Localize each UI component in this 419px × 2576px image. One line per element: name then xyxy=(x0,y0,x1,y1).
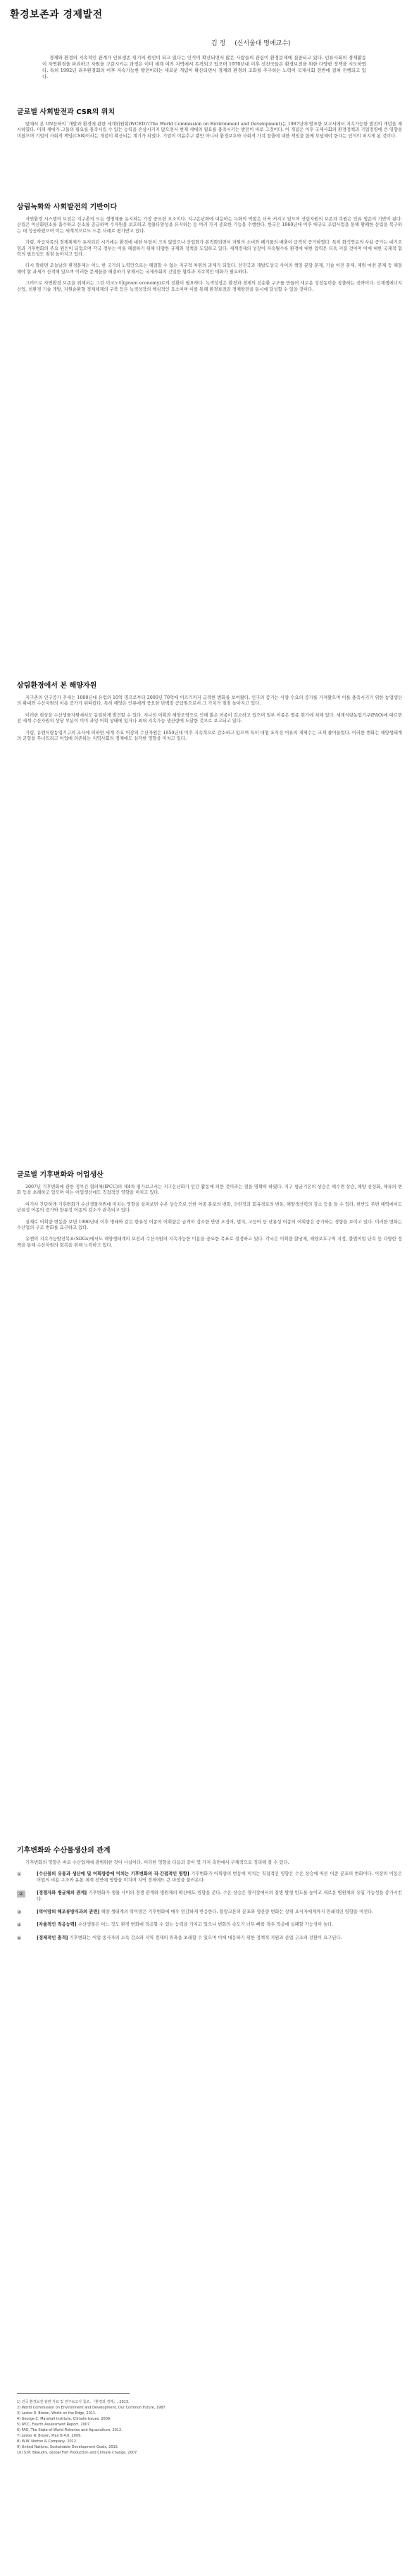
author-affiliation: (신서울대 명예교수) xyxy=(234,40,291,47)
footnote: 10) S.M. Beaudry, Global Fish Production and Climate Change, 2007. xyxy=(17,2451,138,2455)
list-item xyxy=(17,1890,402,1902)
section-csr xyxy=(17,106,402,145)
item-number: ⑤ xyxy=(17,1935,22,1941)
paragraph: 가령, 자급자족의 경제체제가 유지되던 시기에는 환경에 대한 부담이 크지 않았으나 산업화가 본격화되면서 자원의 소비와 폐기물의 배출이 급격히 증가하였다. 특히 화석연료의 사용 증가는 대기오염과 기후변화의 주요 원인이 되었으며 각국 정부는 이를 해결하기 위해 다양한 규제와 정책을 도입하고 있다. 세계경제의 성장이 지속될수록 환경에 대한 압력은 더욱 커질 것이며 이에 대한 국제적 협력의 필요성도 점점 높아지고 있다. xyxy=(17,240,402,258)
item-heading: [경쟁자와 병균체의 관계] xyxy=(37,1890,87,1896)
paragraph: 여기서 간단하게 기후변화가 수산생물자원에 미치는 영향을 살펴보면 수온 상승으로 인한 어종 분포의 변화, 산란장과 회유경로의 변동, 해양생산력의 감소 등을 들 수 있다. 한반도 주변 해역에서도 난류성 어종의 증가와 한류성 어종의 감소가 관측되고 있다. xyxy=(17,1201,402,1213)
footnote: 5) IPCC, Fourth Assessment Report, 2007. xyxy=(17,2423,91,2427)
item-number: ③ xyxy=(17,1909,22,1916)
footnote: 2) World Commission on Environment and Development, Our Common Future, 1987. xyxy=(17,2406,167,2410)
section-marine xyxy=(17,679,402,747)
footnote: 4) George C. Marshall Institute, Climate Issues, 2009. xyxy=(17,2417,111,2421)
document-title: 환경보존과 경제발전 xyxy=(10,9,103,20)
intro-paragraph xyxy=(42,55,366,80)
list-item xyxy=(17,1922,402,1928)
item-body: 기후변화가 어획량의 변동에 미치는 직접적인 영향은 수온 상승에 따른 어종 분포의 변화이다. 어장의 이동은 어업의 비용 구조와 유통 체계 전반에 영향을 미치며 지역 경제에도 큰 파장을 불러온다. xyxy=(37,1871,402,1883)
paragraph: 실제로 어획량 변동을 보면 1990년대 이후 명태와 같은 한류성 어종의 어획량은 급격히 감소한 반면 오징어, 멸치, 고등어 등 난류성 어종의 어획량은 증가하는 경향을 보이고 있다. 이러한 변화는 수산업의 구조 변화를 요구하고 있다. xyxy=(17,1219,402,1231)
paragraph: 가령, 유엔식량농업기구의 조사에 의하면 세계 주요 어장의 수산자원은 1950년대 이후 지속적으로 감소하고 있으며 특히 대형 포식성 어류의 개체수는 크게 줄어들었다. 이러한 변화는 해양생태계의 균형을 무너뜨리고 어업에 의존하는 지역사회의 경제에도 심각한 영향을 미치고 있다. xyxy=(17,730,402,742)
footnote: 8) W.W. Norton & Company, 2012. xyxy=(17,2439,77,2444)
section-title: 기후변화와 수산물생산의 관계 xyxy=(17,1847,111,1855)
footnote: 6) FAO, The State of World Fisheries and Aquaculture, 2012. xyxy=(17,2428,123,2432)
item-body: 수산생물은 어느 정도 환경 변화에 적응할 수 있는 능력을 가지고 있으나 변화의 속도가 너무 빠를 경우 적응에 실패할 가능성이 높다. xyxy=(77,1922,334,1928)
item-heading: [자율적인 적응능력] xyxy=(37,1922,77,1928)
item-heading: [먹이망의 해조류방식과의 관련] xyxy=(37,1909,100,1915)
paragraph: 기후변화의 영향은 바로 수산업계에 광범위한 것이 사실이다. 이러한 영향을 다음과 같이 몇 가지 측면에서 구체적으로 정리해 볼 수 있다. xyxy=(25,1860,289,1865)
paragraph: 그러므로 자연환경 보존을 위해서는 그린 이코노미(green economy)로의 전환이 필요하다. 녹색성장은 환경과 경제의 선순환 구조를 만들어 새로운 성장동력을 창출하는 전략이다. 신재생에너지 산업, 친환경 기술 개발, 자원순환형 경제체제의 구축 등은 녹색성장의 핵심적인 요소이며 이를 통해 환경보전과 경제발전을 동시에 달성할 수 있을 것이다. xyxy=(17,281,402,292)
paragraph: 다시 말하면 오늘날의 환경문제는 어느 한 국가의 노력만으로는 해결할 수 없는 지구적 차원의 과제가 되었다. 선진국과 개발도상국 사이의 책임 분담 문제, 기술 이전 문제, 재원 마련 문제 등 해결해야 할 과제가 산적해 있으며 이러한 문제들을 해결하기 위해서는 국제사회의 긴밀한 협력과 지속적인 대화가 필요하다. xyxy=(17,263,402,274)
paragraph: 자연환경 시스템의 보전은 지구촌의 모든 생명체를 유지하는 가장 중요한 요소이다. 지구온난화에 대응하는 녹화의 역할은 더욱 커지고 있으며 산림자원의 보존과 복원은 인류 생존의 기반이 된다. 산림은 이산화탄소를 흡수하고 산소를 공급하며 수자원을 보호하고 생물다양성을 유지하는 등 여러 가지 중요한 기능을 수행한다. 한국은 1960년대 이후 대규모 조림사업을 통해 황폐한 산림을 복구하는 데 성공하였으며 이는 세계적으로도 드문 사례로 평가받고 있다. xyxy=(17,217,402,234)
footnote-divider xyxy=(17,2393,130,2394)
footnotes xyxy=(17,2400,402,2456)
item-heading: [경제적인 충격] xyxy=(37,1935,68,1940)
section-title: 삼림녹화와 사회발전의 기반이다 xyxy=(17,203,118,211)
paragraph: 앞에서 본 UN산하의 '개발과 환경에 관한 세계위원회(WCED)'(The World Commission on Environment and Development)는 1987년에 발표한 보고서에서 지속가능한 발전의 개념을 제시하였다. 미래 세대가 그들의 필요를 충족시킬 수 있는 능력을 손상시키지 않으면서 현재 세대의 필요를 충족시키는 발전이 바로 그것이다. 이 개념은 이후 국제사회의 환경정책과 기업경영에 큰 영향을 미쳤으며 기업의 사회적 책임(CSR)이라는 개념이 확산되는 계기가 되었다. 기업이 이윤추구 뿐만 아니라 환경보호와 사회적 가치 창출에 대한 책임을 함께 부담해야 한다는 인식이 퍼지게 된 것이다. xyxy=(17,122,402,139)
list-item xyxy=(17,1909,402,1915)
item-heading: [수산물의 유통과 생산에 및 어획량증에 미치는 기후변화의 직·간접적인 영향] xyxy=(37,1871,189,1877)
item-body: 해양 생태계의 먹이망은 기후변화에 매우 민감하게 반응한다. 플랑크톤의 분포와 생산량 변화는 상위 포식자에게까지 연쇄적인 영향을 미친다. xyxy=(101,1909,374,1915)
section-climate-fishery xyxy=(17,1168,402,1254)
item-number: ② xyxy=(17,1890,25,1898)
section-production xyxy=(17,1844,402,1948)
paragraph: 지구촌의 인구증가 추세는 1800년대 유럽의 10억 명으로부터 2000년 70억에 이르기까지 급격한 변화를 보여왔다. 인구의 증가는 식량 수요의 증가를 가져왔으며 이를 충족시키기 위한 농업생산의 확대와 수산자원의 이용 증가가 뒤따랐다. 특히 해양은 인류에게 중요한 단백질 공급원으로서 그 가치가 점점 높아지고 있다. xyxy=(17,695,402,707)
section-title: 글로벌 기후변화와 어업생산 xyxy=(17,1171,104,1179)
item-body: 기후변화가 생물 사이의 경쟁 관계와 병원체의 확산에도 영향을 준다. 수온 상승은 양식장에서의 질병 발생 빈도를 높이고 새로운 병원체의 유입 가능성을 증가시킨다. xyxy=(37,1890,402,1902)
author-name: 김 정 xyxy=(211,40,226,47)
item-body: 기후변화는 어업 종사자의 소득 감소와 지역 경제의 위축을 초래할 수 있으며 이에 대응하기 위한 정책적 지원과 산업 구조의 전환이 요구된다. xyxy=(69,1935,342,1940)
item-number: ④ xyxy=(17,1922,22,1928)
section-title: 글로벌 사회발전과 CSR의 위치 xyxy=(17,108,115,116)
item-number: ① xyxy=(17,1871,22,1878)
paragraph: 유엔의 지속가능발전목표(SDGs)에서도 해양생태계의 보전과 수산자원의 지속가능한 이용을 중요한 목표로 설정하고 있다. 각국은 어획량 할당제, 해양보호구역 지정, 불법어업 단속 등 다양한 정책을 통해 수산자원의 회복을 위해 노력하고 있다. xyxy=(17,1237,402,1248)
paragraph: 2007년 기후변화에 관한 정부간 협의체(IPCC)의 제4차 평가보고서는 지구온난화가 인간 활동에 의한 것이라는 점을 명확히 하였다. 지구 평균기온의 상승은 해수면 상승, 해양 산성화, 해류의 변화 등을 초래하고 있으며 이는 어업생산에도 직접적인 영향을 미치고 있다. xyxy=(17,1185,402,1196)
intro-text: 경제와 환경의 지속적인 관계가 인류생존 위기의 원인이 되고 있다는 인식이 확산되면서 많은 사람들의 관심이 환경문제에 집중되고 있다. 인류사회의 경제활동이 자연환경을 파괴하고 자원을 고갈시키는 과정은 이미 세계 여러 지역에서 목격되고 있으며 1970년대 이후 선진국들은 환경보전을 위한 다양한 정책을 시도하였다. 특히 1992년 리우환경회의 이후 지속가능한 발전이라는 새로운 개념이 확산되면서 경제와 환경의 조화를 추구하는 노력이 국제사회 전반에 걸쳐 진행되고 있다. xyxy=(42,55,366,80)
list-item xyxy=(17,1936,402,1941)
footnote: 1) 전국 환경보전 관련 자료 및 연구보고서 참조, 『환경과 경제』, 2013. xyxy=(17,2400,130,2404)
section-forest xyxy=(17,201,402,298)
footnote: 7) Lester R. Brown, Plan B 4.0, 2009. xyxy=(17,2434,82,2438)
paragraph: 이러한 현상을 수산생물자원에서도 동일하게 발견할 수 있다. 지나친 어획과 해양오염으로 인해 많은 어종이 감소하고 있으며 일부 어종은 멸종 위기에 처해 있다. 세계식량농업기구(FAO)에 따르면 전 세계 수산자원의 상당 부분이 이미 과잉 어획 상태에 있거나 최대 지속가능 생산량에 도달한 것으로 보고되고 있다. xyxy=(17,712,402,724)
list-item xyxy=(17,1871,402,1883)
section-title: 삼림환경에서 본 해양자원 xyxy=(17,682,97,690)
footnote: 3) Lester R. Brown, World on the Edge, 2011. xyxy=(17,2411,96,2416)
footnote: 9) United Nations, Sustainable Development Goals, 2015. xyxy=(17,2445,119,2449)
author-line xyxy=(211,38,298,47)
